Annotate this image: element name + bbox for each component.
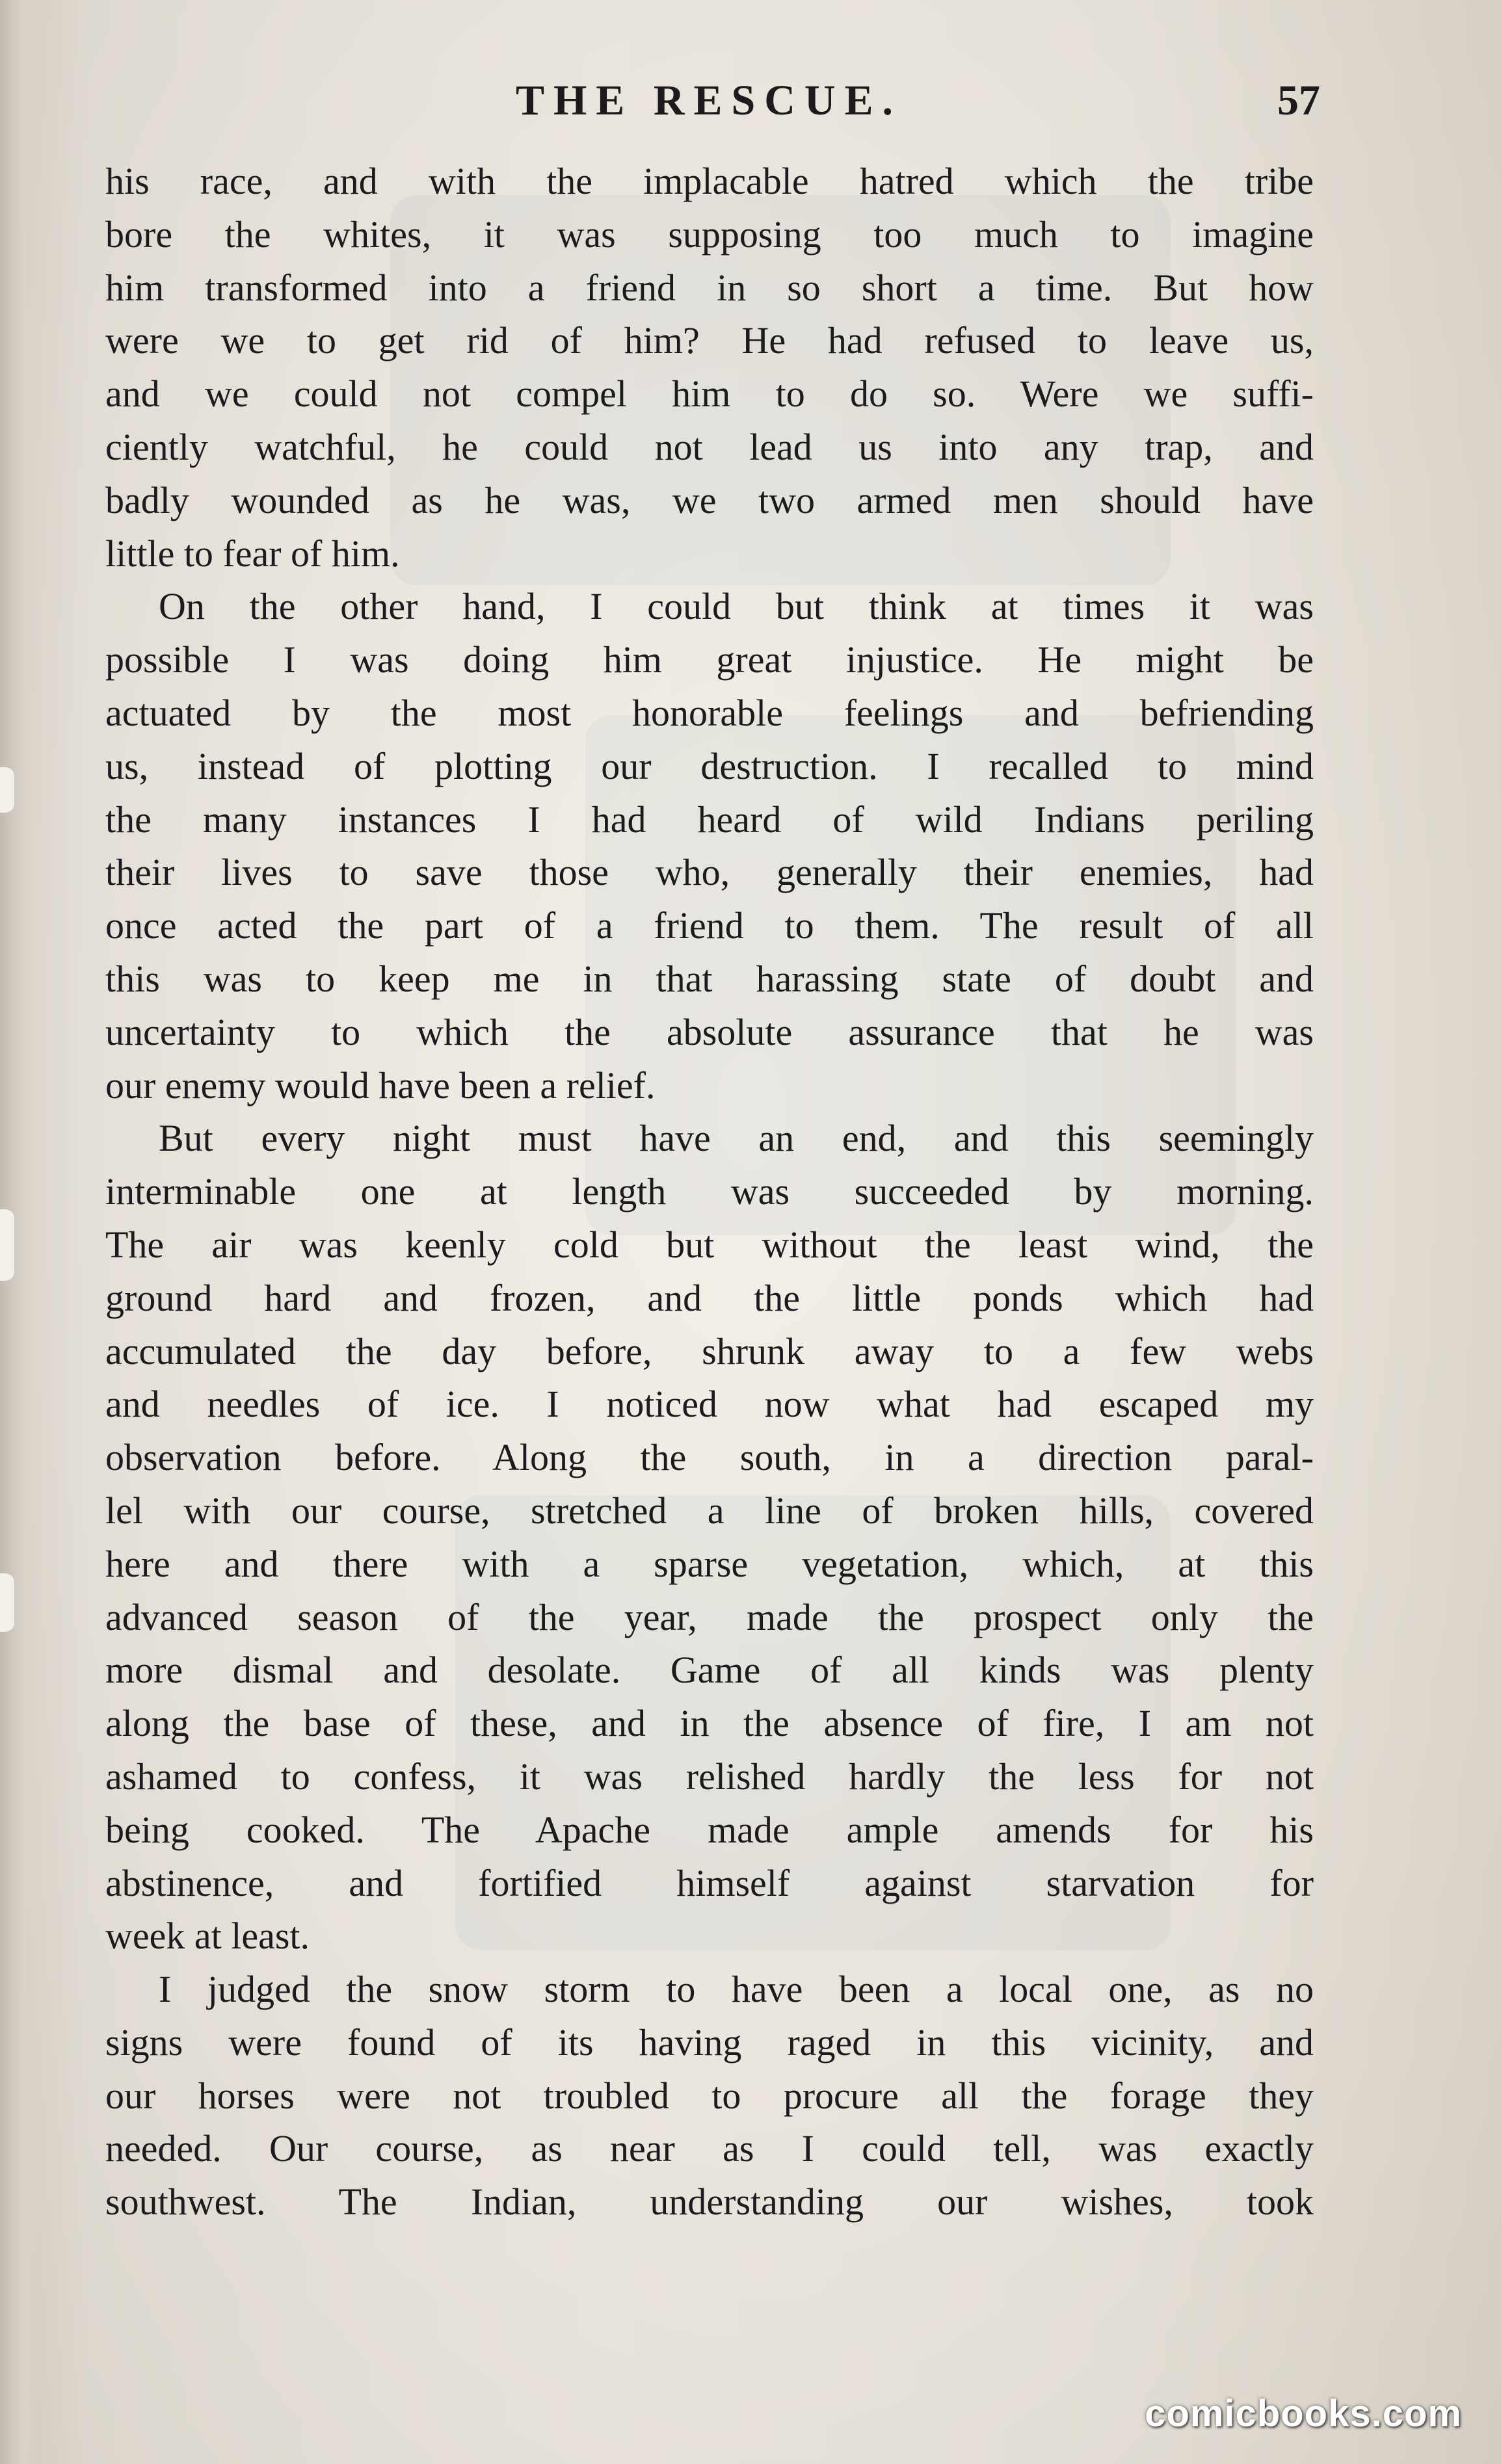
text-line: ashamed to confess, it was relished hardly the less for not <box>105 1755 1314 1798</box>
text-line: our horses were not troubled to procure all the forage they <box>105 2074 1314 2117</box>
text-line: here and there with a sparse vegetation, which, at this <box>105 1542 1314 1585</box>
text-line: signs were found of its having raged in this vicinity, and <box>105 2021 1314 2064</box>
text-line: ciently watchful, he could not lead us into any trap, and <box>105 425 1314 468</box>
text-line: needed. Our course, as near as I could tell, was exactly <box>105 2127 1314 2170</box>
text-line: week at least. <box>105 1915 310 1958</box>
text-line: more dismal and desolate. Game of all kinds was plenty <box>105 1649 1314 1692</box>
text-line: I judged the snow storm to have been a local one, as no <box>159 1968 1314 2011</box>
text-line: little to fear of him. <box>105 532 400 575</box>
text-line: his race, and with the implacable hatred which the tribe <box>105 160 1314 202</box>
text-line: actuated by the most honorable feelings and befriending <box>105 691 1314 734</box>
page-number: 57 <box>1277 77 1320 124</box>
text-line: accumulated the day before, shrunk away to a few webs <box>105 1330 1314 1372</box>
text-line: But every night must have an end, and this seemingly <box>159 1117 1314 1160</box>
running-head: THE RESCUE. <box>515 77 903 124</box>
text-line: ground hard and frozen, and the little ponds which had <box>105 1276 1314 1319</box>
text-line: lel with our course, stretched a line of broken hills, covered <box>105 1489 1314 1532</box>
text-line: possible I was doing him great injustice. He might be <box>105 638 1314 681</box>
page-header <box>98 72 1320 130</box>
text-line: us, instead of plotting our destruction. I recalled to mind <box>105 744 1314 787</box>
body-text <box>105 155 1314 2229</box>
text-line: On the other hand, I could but think at times it was <box>159 585 1314 628</box>
text-line: once acted the part of a friend to them. The result of all <box>105 904 1314 947</box>
text-line: being cooked. The Apache made ample amends for his <box>105 1808 1314 1851</box>
text-line: uncertainty to which the absolute assurance that he was <box>105 1010 1314 1053</box>
text-line: The air was keenly cold but without the least wind, the <box>105 1223 1314 1266</box>
text-line: observation before. Along the south, in a direction paral- <box>105 1436 1314 1479</box>
text-line: interminable one at length was succeeded by morning. <box>105 1170 1314 1213</box>
text-line: him transformed into a friend in so short a time. But how <box>105 266 1314 309</box>
text-line: abstinence, and fortified himself against starvation for <box>105 1861 1314 1904</box>
watermark-text: comicbooks.com <box>1145 2392 1462 2435</box>
text-line: southwest. The Indian, understanding our wishes, took <box>105 2181 1314 2223</box>
text-line: bore the whites, it was supposing too much to imagine <box>105 213 1314 256</box>
edge-tear <box>0 767 14 813</box>
text-line: were we to get rid of him? He had refused to leave us, <box>105 319 1314 362</box>
text-line: this was to keep me in that harassing state of doubt and <box>105 957 1314 1000</box>
text-line: the many instances I had heard of wild Indians periling <box>105 798 1314 841</box>
text-line: badly wounded as he was, we two armed men should have <box>105 478 1314 521</box>
text-line: advanced season of the year, made the prospect only the <box>105 1595 1314 1638</box>
text-line: and needles of ice. I noticed now what had escaped my <box>105 1383 1314 1426</box>
edge-tear <box>0 1209 14 1281</box>
text-line: their lives to save those who, generally their enemies, had <box>105 851 1314 894</box>
edge-tear <box>0 1573 14 1632</box>
text-line: along the base of these, and in the absence of fire, I am not <box>105 1702 1314 1745</box>
text-line: and we could not compel him to do so. Were we suffi- <box>105 373 1314 415</box>
text-line: our enemy would have been a relief. <box>105 1064 656 1107</box>
